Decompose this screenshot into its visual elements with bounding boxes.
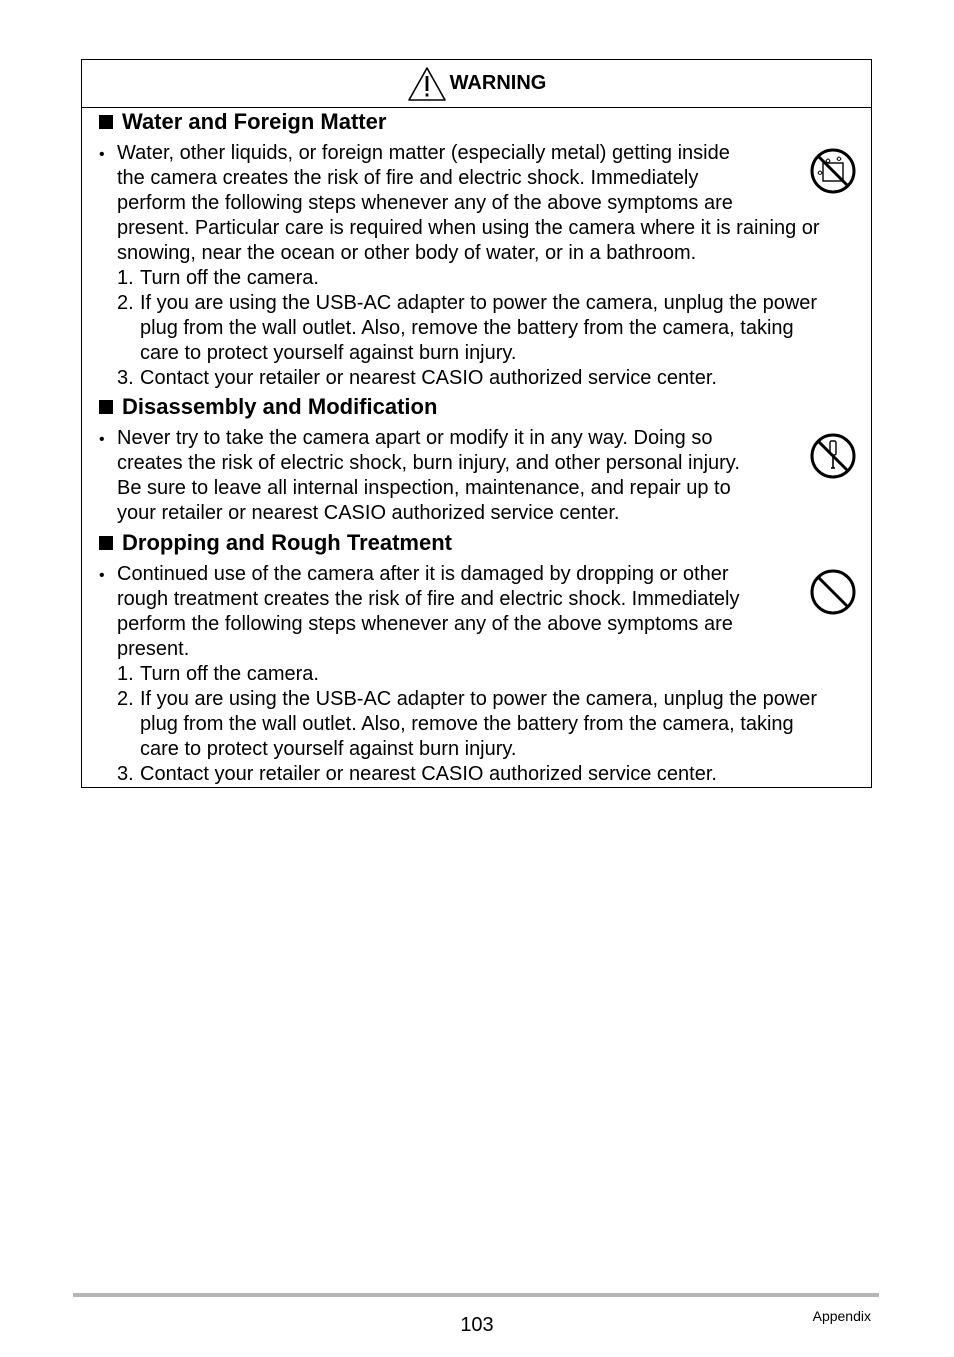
section-title: Dropping and Rough Treatment (99, 530, 452, 556)
no-water-icon (809, 147, 857, 195)
bullet-dot-icon: • (99, 567, 105, 584)
step-number: 2. (117, 292, 134, 314)
step-line: plug from the wall outlet. Also, remove the battery from the camera, taking (140, 317, 794, 339)
bullet-dot-icon: • (99, 146, 105, 163)
paragraph-line: Be sure to leave all internal inspection, maintenance, and repair up to (117, 477, 731, 499)
step-line: Contact your retailer or nearest CASIO authorized service center. (140, 367, 717, 389)
warning-header (82, 60, 871, 108)
bullet-dot-icon: • (99, 431, 105, 448)
paragraph-line: present. Particular care is required when using the camera where it is raining or (117, 217, 820, 239)
warning-label: WARNING (449, 72, 547, 94)
step-line: care to protect yourself against burn injury. (140, 342, 517, 364)
step-line: If you are using the USB-AC adapter to power the camera, unplug the power (140, 688, 818, 710)
section-title: Water and Foreign Matter (99, 109, 386, 135)
paragraph-line: present. (117, 638, 190, 660)
paragraph-line: Never try to take the camera apart or modify it in any way. Doing so (117, 427, 713, 449)
no-disassembly-icon (809, 432, 857, 480)
step-number: 1. (117, 267, 134, 289)
paragraph-line: perform the following steps whenever any of the above symptoms are (117, 192, 733, 214)
prohibited-icon (809, 568, 857, 616)
step-line: plug from the wall outlet. Also, remove the battery from the camera, taking (140, 713, 794, 735)
square-bullet-icon (99, 536, 113, 550)
paragraph-line: Water, other liquids, or foreign matter (especially metal) getting inside (117, 142, 730, 164)
step-number: 3. (117, 367, 134, 389)
square-bullet-icon (99, 115, 113, 129)
step-number: 3. (117, 763, 134, 785)
step-number: 1. (117, 663, 134, 685)
paragraph-line: snowing, near the ocean or other body of water, or in a bathroom. (117, 242, 697, 264)
paragraph-line: perform the following steps whenever any of the above symptoms are (117, 613, 733, 635)
footer-divider (73, 1293, 879, 1297)
paragraph-line: rough treatment creates the risk of fire and electric shock. Immediately (117, 588, 740, 610)
footer-section-label: Appendix (812, 1308, 871, 1324)
paragraph-line: creates the risk of electric shock, burn injury, and other personal injury. (117, 452, 740, 474)
square-bullet-icon (99, 400, 113, 414)
step-line: Turn off the camera. (140, 267, 319, 289)
section-title: Disassembly and Modification (99, 394, 437, 420)
step-line: Turn off the camera. (140, 663, 319, 685)
step-line: If you are using the USB-AC adapter to power the camera, unplug the power (140, 292, 818, 314)
paragraph-line: your retailer or nearest CASIO authorized service center. (117, 502, 620, 524)
step-number: 2. (117, 688, 134, 710)
warning-box (81, 59, 872, 788)
step-line: care to protect yourself against burn injury. (140, 738, 517, 760)
paragraph-line: the camera creates the risk of fire and electric shock. Immediately (117, 167, 699, 189)
warning-triangle-icon (407, 66, 447, 102)
step-line: Contact your retailer or nearest CASIO authorized service center. (140, 763, 717, 785)
paragraph-line: Continued use of the camera after it is damaged by dropping or other (117, 563, 729, 585)
page-number: 103 (460, 1314, 494, 1336)
